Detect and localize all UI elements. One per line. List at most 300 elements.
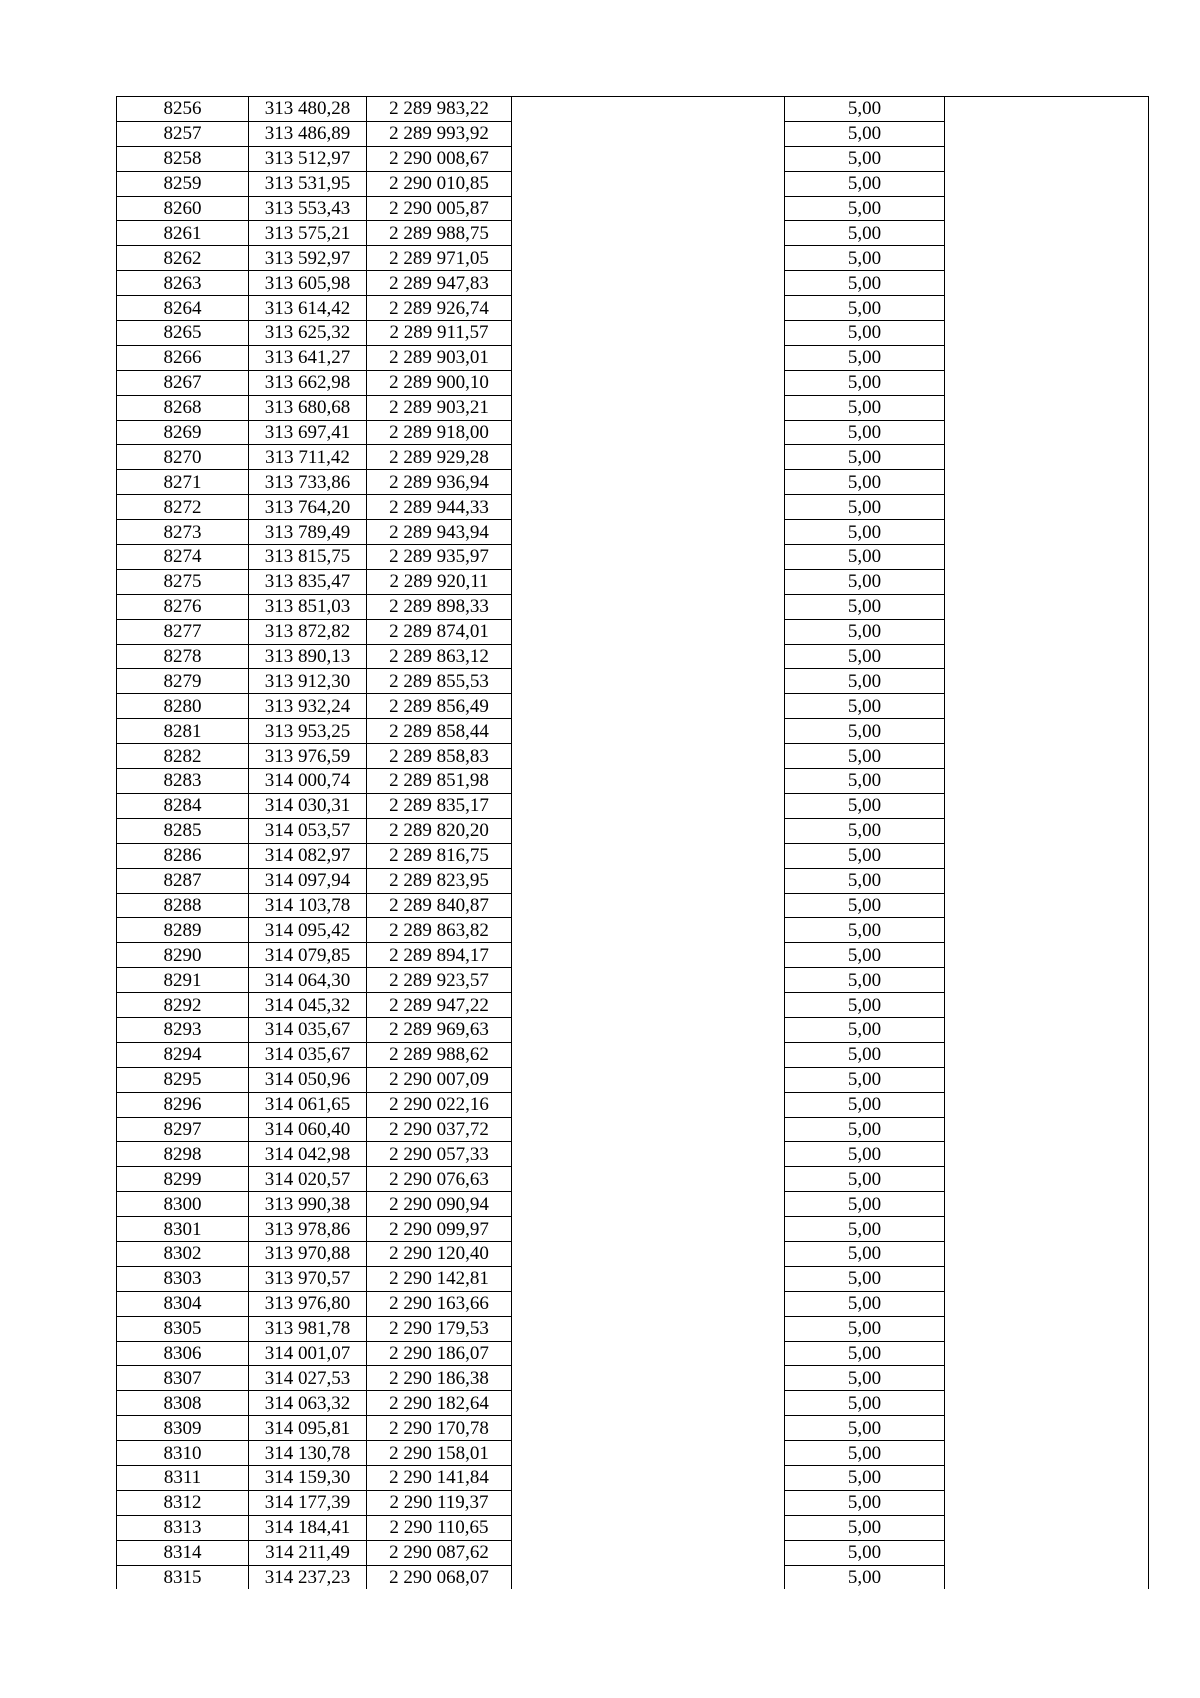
value-cell: 5,00 (785, 993, 945, 1018)
table-row (117, 893, 1149, 918)
y-coordinate-cell: 2 290 170,78 (367, 1416, 512, 1441)
empty-cell (945, 1416, 1149, 1441)
y-coordinate-cell: 2 289 969,63 (367, 1017, 512, 1042)
y-coordinate-cell: 2 290 182,64 (367, 1391, 512, 1416)
y-coordinate-cell: 2 290 186,38 (367, 1366, 512, 1391)
table-row (117, 594, 1149, 619)
empty-cell (945, 271, 1149, 296)
table-row (117, 793, 1149, 818)
y-coordinate-cell: 2 289 856,49 (367, 694, 512, 719)
table-row (117, 1042, 1149, 1067)
value-cell: 5,00 (785, 1416, 945, 1441)
y-coordinate-cell: 2 290 186,07 (367, 1341, 512, 1366)
x-coordinate-cell: 313 890,13 (249, 644, 367, 669)
point-number-cell: 8269 (117, 420, 249, 445)
point-number-cell: 8267 (117, 370, 249, 395)
table-row (117, 1465, 1149, 1490)
value-cell: 5,00 (785, 1117, 945, 1142)
y-coordinate-cell: 2 289 936,94 (367, 470, 512, 495)
empty-cell (945, 97, 1149, 122)
value-cell: 5,00 (785, 569, 945, 594)
empty-cell (945, 395, 1149, 420)
point-number-cell: 8281 (117, 719, 249, 744)
table-row (117, 520, 1149, 545)
x-coordinate-cell: 313 605,98 (249, 271, 367, 296)
value-cell: 5,00 (785, 918, 945, 943)
point-number-cell: 8280 (117, 694, 249, 719)
table-row (117, 395, 1149, 420)
y-coordinate-cell: 2 290 163,66 (367, 1291, 512, 1316)
empty-cell (512, 1017, 785, 1042)
empty-cell (512, 1565, 785, 1589)
y-coordinate-cell: 2 289 858,83 (367, 744, 512, 769)
value-cell: 5,00 (785, 246, 945, 271)
empty-cell (512, 868, 785, 893)
table-row (117, 1515, 1149, 1540)
empty-cell (945, 1540, 1149, 1565)
value-cell: 5,00 (785, 594, 945, 619)
coordinate-table (116, 96, 1149, 1589)
empty-cell (945, 345, 1149, 370)
empty-cell (945, 1042, 1149, 1067)
y-coordinate-cell: 2 289 903,21 (367, 395, 512, 420)
empty-cell (512, 1291, 785, 1316)
y-coordinate-cell: 2 289 983,22 (367, 97, 512, 122)
table-body (117, 97, 1149, 1590)
value-cell: 5,00 (785, 1266, 945, 1291)
value-cell: 5,00 (785, 943, 945, 968)
empty-cell (945, 296, 1149, 321)
value-cell: 5,00 (785, 868, 945, 893)
empty-cell (945, 594, 1149, 619)
y-coordinate-cell: 2 289 923,57 (367, 968, 512, 993)
empty-cell (512, 445, 785, 470)
x-coordinate-cell: 314 064,30 (249, 968, 367, 993)
empty-cell (945, 1067, 1149, 1092)
table-row (117, 694, 1149, 719)
y-coordinate-cell: 2 289 898,33 (367, 594, 512, 619)
empty-cell (512, 569, 785, 594)
point-number-cell: 8265 (117, 321, 249, 346)
point-number-cell: 8304 (117, 1291, 249, 1316)
y-coordinate-cell: 2 289 820,20 (367, 818, 512, 843)
point-number-cell: 8299 (117, 1167, 249, 1192)
value-cell: 5,00 (785, 146, 945, 171)
value-cell: 5,00 (785, 793, 945, 818)
x-coordinate-cell: 314 001,07 (249, 1341, 367, 1366)
point-number-cell: 8314 (117, 1540, 249, 1565)
empty-cell (512, 146, 785, 171)
point-number-cell: 8307 (117, 1366, 249, 1391)
x-coordinate-cell: 314 082,97 (249, 843, 367, 868)
y-coordinate-cell: 2 290 068,07 (367, 1565, 512, 1589)
y-coordinate-cell: 2 289 874,01 (367, 619, 512, 644)
table-row (117, 1391, 1149, 1416)
point-number-cell: 8271 (117, 470, 249, 495)
empty-cell (512, 545, 785, 570)
table-row (117, 769, 1149, 794)
empty-cell (945, 719, 1149, 744)
empty-cell (512, 97, 785, 122)
empty-cell (945, 121, 1149, 146)
x-coordinate-cell: 314 159,30 (249, 1465, 367, 1490)
x-coordinate-cell: 313 912,30 (249, 669, 367, 694)
empty-cell (512, 246, 785, 271)
x-coordinate-cell: 313 553,43 (249, 196, 367, 221)
point-number-cell: 8260 (117, 196, 249, 221)
value-cell: 5,00 (785, 445, 945, 470)
empty-cell (512, 1092, 785, 1117)
point-number-cell: 8259 (117, 171, 249, 196)
empty-cell (512, 669, 785, 694)
table-row (117, 843, 1149, 868)
empty-cell (945, 1167, 1149, 1192)
empty-cell (945, 196, 1149, 221)
y-coordinate-cell: 2 289 903,01 (367, 345, 512, 370)
x-coordinate-cell: 313 625,32 (249, 321, 367, 346)
x-coordinate-cell: 314 000,74 (249, 769, 367, 794)
x-coordinate-cell: 313 662,98 (249, 370, 367, 395)
empty-cell (512, 171, 785, 196)
empty-cell (512, 843, 785, 868)
y-coordinate-cell: 2 290 090,94 (367, 1192, 512, 1217)
empty-cell (512, 470, 785, 495)
x-coordinate-cell: 314 045,32 (249, 993, 367, 1018)
point-number-cell: 8256 (117, 97, 249, 122)
x-coordinate-cell: 314 030,31 (249, 793, 367, 818)
empty-cell (512, 943, 785, 968)
value-cell: 5,00 (785, 296, 945, 321)
empty-cell (945, 644, 1149, 669)
y-coordinate-cell: 2 289 935,97 (367, 545, 512, 570)
value-cell: 5,00 (785, 420, 945, 445)
x-coordinate-cell: 314 035,67 (249, 1042, 367, 1067)
y-coordinate-cell: 2 290 010,85 (367, 171, 512, 196)
x-coordinate-cell: 314 042,98 (249, 1142, 367, 1167)
table-row (117, 146, 1149, 171)
point-number-cell: 8292 (117, 993, 249, 1018)
point-number-cell: 8270 (117, 445, 249, 470)
point-number-cell: 8291 (117, 968, 249, 993)
table-row (117, 271, 1149, 296)
point-number-cell: 8264 (117, 296, 249, 321)
table-row (117, 1266, 1149, 1291)
value-cell: 5,00 (785, 196, 945, 221)
empty-cell (512, 495, 785, 520)
table-row (117, 1167, 1149, 1192)
empty-cell (512, 1391, 785, 1416)
y-coordinate-cell: 2 290 022,16 (367, 1092, 512, 1117)
table-row (117, 246, 1149, 271)
empty-cell (945, 818, 1149, 843)
empty-cell (945, 495, 1149, 520)
value-cell: 5,00 (785, 545, 945, 570)
empty-cell (512, 619, 785, 644)
value-cell: 5,00 (785, 769, 945, 794)
empty-cell (945, 968, 1149, 993)
y-coordinate-cell: 2 289 855,53 (367, 669, 512, 694)
point-number-cell: 8258 (117, 146, 249, 171)
point-number-cell: 8300 (117, 1192, 249, 1217)
point-number-cell: 8296 (117, 1092, 249, 1117)
empty-cell (512, 918, 785, 943)
empty-cell (945, 793, 1149, 818)
y-coordinate-cell: 2 290 142,81 (367, 1266, 512, 1291)
value-cell: 5,00 (785, 1217, 945, 1242)
x-coordinate-cell: 313 815,75 (249, 545, 367, 570)
table-row (117, 1017, 1149, 1042)
value-cell: 5,00 (785, 395, 945, 420)
table-row (117, 1092, 1149, 1117)
value-cell: 5,00 (785, 97, 945, 122)
table-row (117, 1067, 1149, 1092)
y-coordinate-cell: 2 289 823,95 (367, 868, 512, 893)
table-row (117, 1540, 1149, 1565)
table-row (117, 868, 1149, 893)
y-coordinate-cell: 2 289 929,28 (367, 445, 512, 470)
value-cell: 5,00 (785, 1341, 945, 1366)
x-coordinate-cell: 313 512,97 (249, 146, 367, 171)
empty-cell (512, 1117, 785, 1142)
y-coordinate-cell: 2 290 057,33 (367, 1142, 512, 1167)
empty-cell (512, 1490, 785, 1515)
table-row (117, 370, 1149, 395)
empty-cell (512, 420, 785, 445)
empty-cell (945, 918, 1149, 943)
x-coordinate-cell: 313 835,47 (249, 569, 367, 594)
x-coordinate-cell: 313 872,82 (249, 619, 367, 644)
empty-cell (512, 694, 785, 719)
y-coordinate-cell: 2 290 119,37 (367, 1490, 512, 1515)
empty-cell (945, 1316, 1149, 1341)
empty-cell (512, 818, 785, 843)
point-number-cell: 8266 (117, 345, 249, 370)
point-number-cell: 8310 (117, 1441, 249, 1466)
table-row (117, 1490, 1149, 1515)
empty-cell (945, 1490, 1149, 1515)
point-number-cell: 8279 (117, 669, 249, 694)
table-row (117, 744, 1149, 769)
empty-cell (945, 744, 1149, 769)
x-coordinate-cell: 313 789,49 (249, 520, 367, 545)
empty-cell (512, 271, 785, 296)
empty-cell (945, 1465, 1149, 1490)
y-coordinate-cell: 2 290 037,72 (367, 1117, 512, 1142)
value-cell: 5,00 (785, 1067, 945, 1092)
point-number-cell: 8290 (117, 943, 249, 968)
y-coordinate-cell: 2 290 179,53 (367, 1316, 512, 1341)
x-coordinate-cell: 314 053,57 (249, 818, 367, 843)
empty-cell (512, 296, 785, 321)
point-number-cell: 8282 (117, 744, 249, 769)
y-coordinate-cell: 2 290 005,87 (367, 196, 512, 221)
value-cell: 5,00 (785, 1142, 945, 1167)
x-coordinate-cell: 313 733,86 (249, 470, 367, 495)
value-cell: 5,00 (785, 1490, 945, 1515)
table-row (117, 1341, 1149, 1366)
point-number-cell: 8261 (117, 221, 249, 246)
table-row (117, 545, 1149, 570)
y-coordinate-cell: 2 289 851,98 (367, 769, 512, 794)
empty-cell (945, 843, 1149, 868)
x-coordinate-cell: 313 641,27 (249, 345, 367, 370)
empty-cell (945, 321, 1149, 346)
x-coordinate-cell: 314 097,94 (249, 868, 367, 893)
value-cell: 5,00 (785, 1241, 945, 1266)
y-coordinate-cell: 2 289 988,75 (367, 221, 512, 246)
point-number-cell: 8273 (117, 520, 249, 545)
x-coordinate-cell: 314 095,81 (249, 1416, 367, 1441)
y-coordinate-cell: 2 290 120,40 (367, 1241, 512, 1266)
point-number-cell: 8287 (117, 868, 249, 893)
empty-cell (945, 569, 1149, 594)
table-row (117, 1117, 1149, 1142)
empty-cell (512, 1217, 785, 1242)
table-row (117, 97, 1149, 122)
empty-cell (512, 520, 785, 545)
empty-cell (945, 1391, 1149, 1416)
x-coordinate-cell: 313 480,28 (249, 97, 367, 122)
x-coordinate-cell: 313 592,97 (249, 246, 367, 271)
empty-cell (945, 1092, 1149, 1117)
empty-cell (945, 146, 1149, 171)
table-row (117, 1142, 1149, 1167)
x-coordinate-cell: 314 079,85 (249, 943, 367, 968)
x-coordinate-cell: 313 764,20 (249, 495, 367, 520)
y-coordinate-cell: 2 289 988,62 (367, 1042, 512, 1067)
x-coordinate-cell: 313 990,38 (249, 1192, 367, 1217)
empty-cell (945, 1341, 1149, 1366)
x-coordinate-cell: 314 130,78 (249, 1441, 367, 1466)
value-cell: 5,00 (785, 669, 945, 694)
point-number-cell: 8278 (117, 644, 249, 669)
empty-cell (945, 420, 1149, 445)
point-number-cell: 8293 (117, 1017, 249, 1042)
x-coordinate-cell: 313 711,42 (249, 445, 367, 470)
empty-cell (512, 196, 785, 221)
empty-cell (512, 769, 785, 794)
value-cell: 5,00 (785, 1167, 945, 1192)
x-coordinate-cell: 313 680,68 (249, 395, 367, 420)
empty-cell (945, 1142, 1149, 1167)
point-number-cell: 8305 (117, 1316, 249, 1341)
x-coordinate-cell: 314 237,23 (249, 1565, 367, 1589)
empty-cell (945, 1117, 1149, 1142)
empty-cell (945, 171, 1149, 196)
value-cell: 5,00 (785, 893, 945, 918)
x-coordinate-cell: 314 063,32 (249, 1391, 367, 1416)
table-row (117, 495, 1149, 520)
table-row (117, 470, 1149, 495)
value-cell: 5,00 (785, 1391, 945, 1416)
value-cell: 5,00 (785, 1192, 945, 1217)
empty-cell (512, 744, 785, 769)
empty-cell (512, 221, 785, 246)
value-cell: 5,00 (785, 321, 945, 346)
empty-cell (945, 1366, 1149, 1391)
empty-cell (945, 1266, 1149, 1291)
x-coordinate-cell: 313 978,86 (249, 1217, 367, 1242)
point-number-cell: 8283 (117, 769, 249, 794)
table-row (117, 644, 1149, 669)
x-coordinate-cell: 313 531,95 (249, 171, 367, 196)
point-number-cell: 8268 (117, 395, 249, 420)
table-row (117, 943, 1149, 968)
empty-cell (512, 1192, 785, 1217)
empty-cell (945, 1217, 1149, 1242)
value-cell: 5,00 (785, 495, 945, 520)
empty-cell (512, 1465, 785, 1490)
x-coordinate-cell: 313 614,42 (249, 296, 367, 321)
point-number-cell: 8302 (117, 1241, 249, 1266)
y-coordinate-cell: 2 290 007,09 (367, 1067, 512, 1092)
point-number-cell: 8315 (117, 1565, 249, 1589)
y-coordinate-cell: 2 290 099,97 (367, 1217, 512, 1242)
x-coordinate-cell: 313 932,24 (249, 694, 367, 719)
y-coordinate-cell: 2 289 943,94 (367, 520, 512, 545)
x-coordinate-cell: 314 177,39 (249, 1490, 367, 1515)
value-cell: 5,00 (785, 1465, 945, 1490)
x-coordinate-cell: 314 061,65 (249, 1092, 367, 1117)
empty-cell (512, 968, 785, 993)
value-cell: 5,00 (785, 619, 945, 644)
empty-cell (512, 1266, 785, 1291)
x-coordinate-cell: 314 211,49 (249, 1540, 367, 1565)
value-cell: 5,00 (785, 271, 945, 296)
empty-cell (945, 470, 1149, 495)
point-number-cell: 8288 (117, 893, 249, 918)
point-number-cell: 8311 (117, 1465, 249, 1490)
y-coordinate-cell: 2 289 858,44 (367, 719, 512, 744)
empty-cell (512, 1316, 785, 1341)
empty-cell (945, 520, 1149, 545)
empty-cell (512, 1416, 785, 1441)
x-coordinate-cell: 314 035,67 (249, 1017, 367, 1042)
table-row (117, 1217, 1149, 1242)
table-row (117, 968, 1149, 993)
empty-cell (945, 370, 1149, 395)
point-number-cell: 8313 (117, 1515, 249, 1540)
table-row (117, 1316, 1149, 1341)
table-row (117, 1241, 1149, 1266)
table-row (117, 569, 1149, 594)
point-number-cell: 8306 (117, 1341, 249, 1366)
value-cell: 5,00 (785, 370, 945, 395)
y-coordinate-cell: 2 289 911,57 (367, 321, 512, 346)
table-row (117, 719, 1149, 744)
point-number-cell: 8303 (117, 1266, 249, 1291)
point-number-cell: 8289 (117, 918, 249, 943)
table-row (117, 321, 1149, 346)
x-coordinate-cell: 313 953,25 (249, 719, 367, 744)
empty-cell (512, 121, 785, 146)
empty-cell (512, 1067, 785, 1092)
y-coordinate-cell: 2 289 920,11 (367, 569, 512, 594)
y-coordinate-cell: 2 289 835,17 (367, 793, 512, 818)
point-number-cell: 8298 (117, 1142, 249, 1167)
table-row (117, 345, 1149, 370)
table-row (117, 818, 1149, 843)
empty-cell (512, 1241, 785, 1266)
value-cell: 5,00 (785, 121, 945, 146)
x-coordinate-cell: 314 095,42 (249, 918, 367, 943)
y-coordinate-cell: 2 289 863,12 (367, 644, 512, 669)
y-coordinate-cell: 2 289 900,10 (367, 370, 512, 395)
empty-cell (945, 221, 1149, 246)
table-row (117, 918, 1149, 943)
empty-cell (945, 669, 1149, 694)
x-coordinate-cell: 313 970,57 (249, 1266, 367, 1291)
